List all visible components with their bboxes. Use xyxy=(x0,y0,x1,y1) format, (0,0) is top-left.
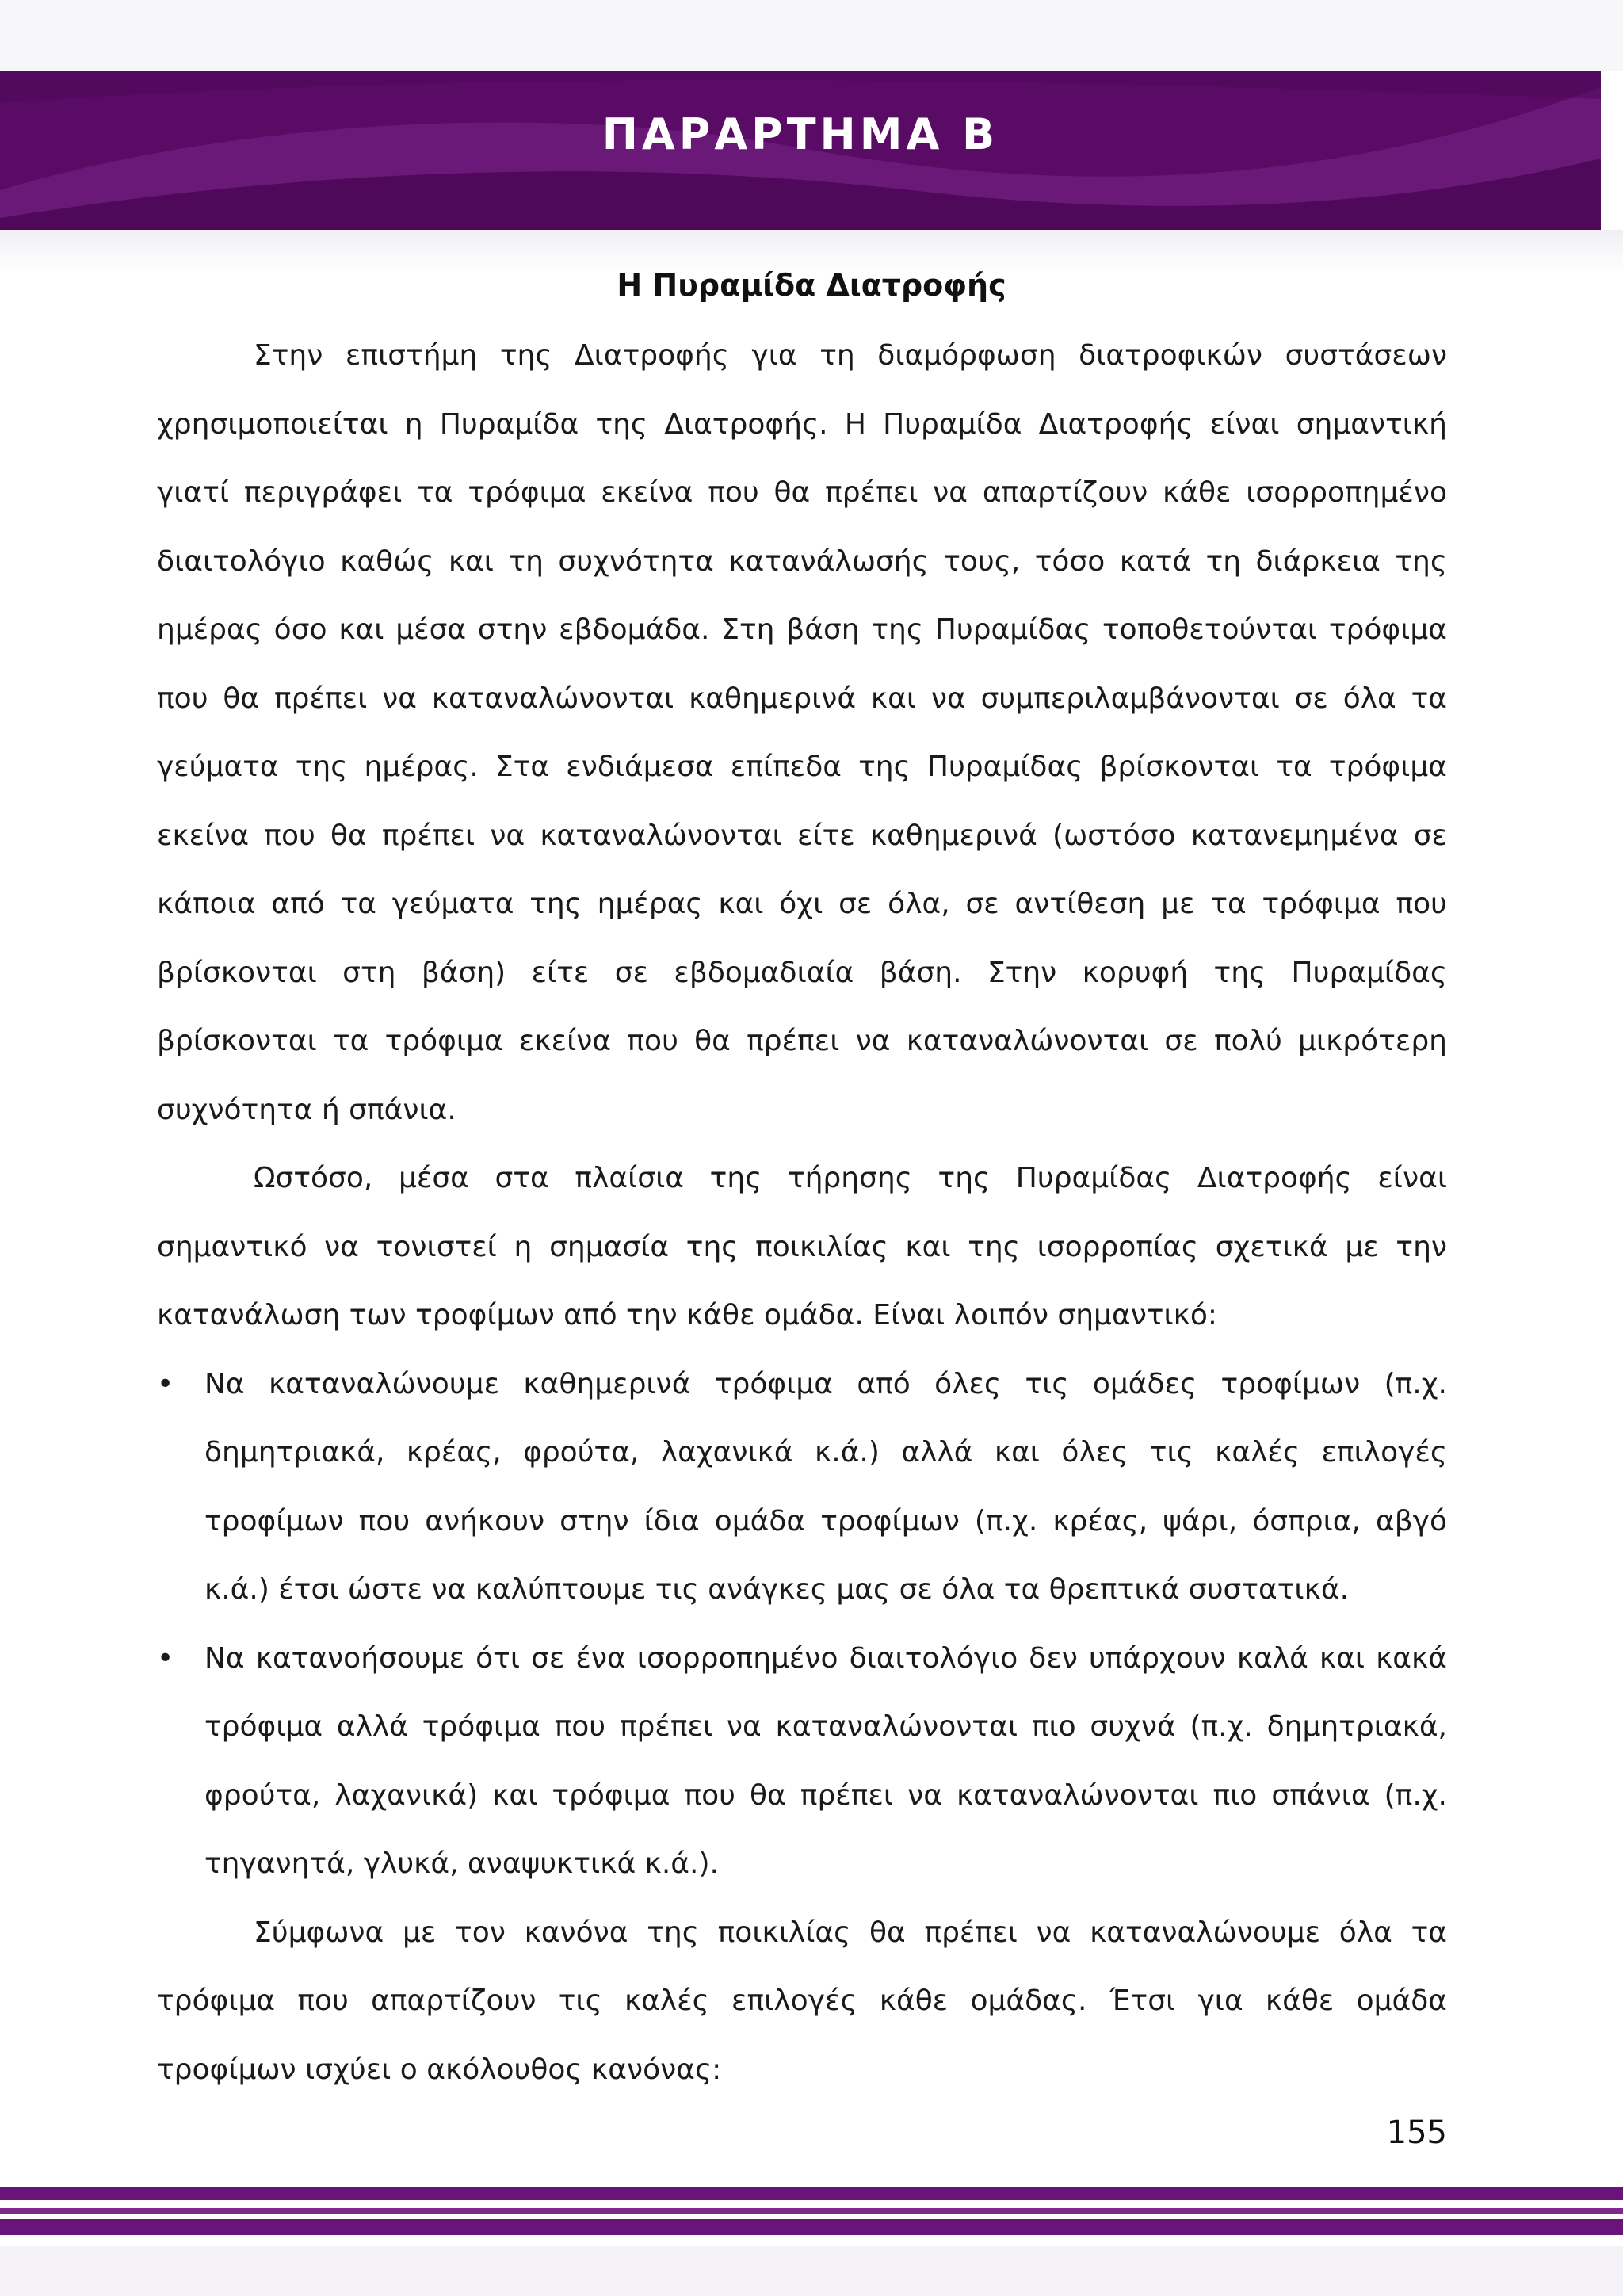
page-number: 155 xyxy=(1386,2115,1447,2151)
paragraph-1: Στην επιστήμη της Διατροφής για τη διαμόρφωση διατροφικών συστάσεων χρησιμοποιείται η Πυραμίδα της Διατροφής. Η Πυραμίδα Διατροφής είναι σημαντική γιατί περιγράφει τα τρόφιμα εκείνα που θα πρέπει να απαρτίζουν κάθε ισορροπημένο διαιτολόγιο καθώς και τη συχνότητα κατανάλωσής τους, τόσο κατά τη διάρκεια της ημέρας όσο και μέσα στην εβδομάδα. Στη βάση της Πυραμίδας τοποθετούνται τρόφιμα που θα πρέπει να καταναλώνονται καθημερινά και να συμπεριλαμβάνονται σε όλα τα γεύματα της ημέρας. Στα ενδιάμεσα επίπεδα της Πυραμίδας βρίσκονται τα τρόφιμα εκείνα που θα πρέπει να καταναλώνονται είτε καθημερινά (ωστόσο κατανεμημένα σε κάποια από τα γεύματα της ημέρας και όχι σε όλα, σε αντίθεση με τα τρόφιμα που βρίσκονται στη βάση) είτε σε εβδομαδιαία βάση. Στην κορυφή της Πυραμίδας βρίσκονται τα τρόφιμα εκείνα που θα πρέπει να καταναλώνονται σε πολύ μικρότερη συχνότητα ή σπάνια. xyxy=(157,339,1447,1126)
bullet-list xyxy=(157,1350,1447,1899)
list-item xyxy=(157,1350,1447,1625)
footer-stripes-graphic xyxy=(0,2187,1623,2296)
footer-band xyxy=(0,2187,1623,2296)
bullet-text: Να καταναλώνουμε καθημερινά τρόφιμα από όλες τις ομάδες τροφίμων (π.χ. δημητριακά, κρέας, φρούτα, λαχανικά κ.ά.) αλλά και όλες τις καλές επιλογές τροφίμων που ανήκουν στην ίδια ομάδα τροφίμων (π.χ. κρέας, ψάρι, όσπρια, αβγό κ.ά.) έτσι ώστε να καλύπτουμε τις ανάγκες μας σε όλα τα θρεπτικά συστατικά. xyxy=(204,1367,1447,1606)
paragraph-2: Ωστόσο, μέσα στα πλαίσια της τήρησης της Πυραμίδας Διατροφής είναι σημαντικό να τονιστεί η σημασία της ποικιλίας και της ισορροπίας σχετικά με την κατανάλωση των τροφίμων από την κάθε ομάδα. Είναι λοιπόν σημαντικό: xyxy=(157,1162,1447,1331)
page-top-margin xyxy=(0,0,1623,71)
section-heading: Η Πυραμίδα Διατροφής xyxy=(617,268,1006,303)
list-item xyxy=(157,1625,1447,1899)
body-block-1 xyxy=(157,322,1447,2104)
bullet-icon: • xyxy=(157,1641,174,1675)
bullet-text: Να κατανοήσουμε ότι σε ένα ισορροπημένο διαιτολόγιο δεν υπάρχουν καλά και κακά τρόφιμα αλλά τρόφιμα που πρέπει να καταναλώνονται πιο συχνά (π.χ. δημητριακά, φρούτα, λαχανικά) και τρόφιμα που θα πρέπει να καταναλώνονται πιο σπάνια (π.χ. τηγανητά, γλυκά, αναψυκτικά κ.ά.). xyxy=(204,1641,1447,1880)
bullet-icon: • xyxy=(157,1367,174,1400)
appendix-title: ΠΑΡΑΡΤΗΜΑ Β xyxy=(601,109,999,159)
paragraph-3: Σύμφωνα με τον κανόνα της ποικιλίας θα πρέπει να καταναλώνουμε όλα τα τρόφιμα που απαρτίζουν τις καλές επιλογές κάθε ομάδας. Έτσι για κάθε ομάδα τροφίμων ισχύει ο ακόλουθος κανόνας: xyxy=(157,1916,1447,2086)
